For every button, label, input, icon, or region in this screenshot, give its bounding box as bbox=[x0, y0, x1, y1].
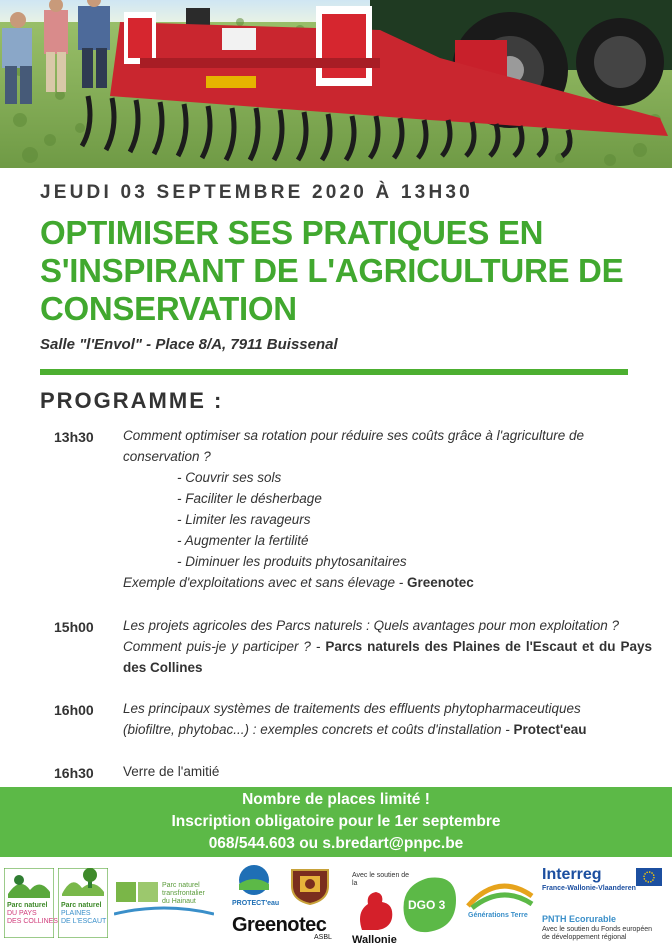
programme-heading: PROGRAMME : bbox=[40, 388, 224, 413]
slot-text: Comment puis-je y participer ? - bbox=[123, 639, 326, 654]
greenotec-logo bbox=[232, 914, 332, 941]
partner-logos bbox=[0, 860, 672, 950]
eu-flag-icon bbox=[636, 868, 662, 886]
pnpc-line: Parc naturel bbox=[7, 902, 48, 909]
slot-line: conservation ? bbox=[123, 449, 211, 464]
event-title-line: OPTIMISER SES PRATIQUES EN bbox=[40, 214, 544, 251]
ecorurable-label: PNTH Ecorurable bbox=[542, 914, 617, 924]
pnth-logo bbox=[114, 880, 214, 924]
pnth-line: transfrontalier bbox=[162, 890, 205, 897]
slot-line: Les principaux systèmes de traitements des effluents phytopharmaceutiques bbox=[123, 701, 581, 716]
slot-line bbox=[123, 572, 652, 593]
pnpe-line: DE L'ESCAUT bbox=[61, 918, 107, 925]
protecteau-logo bbox=[232, 864, 280, 907]
divider bbox=[40, 369, 628, 375]
banner-limited-places: Nombre de places limité ! bbox=[242, 791, 430, 808]
ecorurable-sub: de développement régional bbox=[542, 934, 627, 941]
slot-line bbox=[123, 636, 652, 678]
pnpc-line: DES COLLINES bbox=[7, 918, 58, 925]
dgo3-label: DGO 3 bbox=[408, 898, 446, 912]
slot-bullet: - Limiter les ravageurs bbox=[177, 512, 311, 527]
event-title-line: CONSERVATION bbox=[40, 290, 297, 327]
greenotec-sub: ASBL bbox=[314, 934, 332, 941]
hainaut-crest-logo bbox=[284, 866, 336, 906]
pnpc-logo bbox=[4, 868, 58, 938]
pnpe-line: PLAINES bbox=[61, 910, 91, 917]
generations-terre-label: Générations Terre bbox=[468, 912, 528, 919]
ecorurable-sub: Avec le soutien du Fonds européen bbox=[542, 926, 653, 933]
slot-bullet: - Diminuer les produits phytosanitaires bbox=[177, 554, 407, 569]
slot-line bbox=[123, 719, 652, 740]
header-photo bbox=[0, 0, 672, 168]
slot-time: 13h30 bbox=[54, 429, 94, 445]
banner-registration-deadline: Inscription obligatoire pour le 1er septembre bbox=[171, 813, 501, 830]
slot-speaker: Parcs naturels des Plaines de l'Escaut et du Pays des Collines bbox=[123, 639, 652, 675]
slot-example: Exemple d'exploitations avec et sans élevage - bbox=[123, 575, 407, 590]
interreg-label: Interreg bbox=[542, 866, 602, 883]
pnth-line: du Hainaut bbox=[162, 898, 196, 905]
interreg-sub: France-Wallonie-Vlaanderen bbox=[542, 885, 636, 892]
slot-description bbox=[123, 698, 652, 740]
slot-time: 16h00 bbox=[54, 702, 94, 718]
pnpc-line: DU PAYS bbox=[7, 910, 37, 917]
pnth-line: Parc naturel bbox=[162, 882, 200, 889]
pnpe-logo bbox=[58, 868, 108, 938]
slot-time: 15h00 bbox=[54, 619, 94, 635]
wallonie-support: la bbox=[352, 880, 358, 887]
slot-line: Comment optimiser sa rotation pour réduire ses coûts grâce à l'agriculture de bbox=[123, 428, 585, 443]
slot-text: (biofiltre, phytobac...) : exemples concrets et coûts d'installation - bbox=[123, 722, 514, 737]
pnpe-line: Parc naturel bbox=[61, 902, 102, 909]
greenotec-label: Greenotec bbox=[232, 914, 327, 936]
slot-description bbox=[123, 425, 652, 593]
event-date: JEUDI 03 SEPTEMBRE 2020 À 13H30 bbox=[40, 182, 473, 203]
slot-description bbox=[123, 615, 652, 678]
slot-description: Verre de l'amitié bbox=[123, 764, 220, 779]
banner-contact: 068/544.603 ou s.bredart@pnpc.be bbox=[208, 835, 464, 852]
wallonie-support: Avec le soutien de bbox=[352, 872, 410, 879]
slot-speaker: Greenotec bbox=[407, 575, 474, 590]
slot-time: 16h30 bbox=[54, 765, 94, 781]
registration-banner bbox=[0, 787, 672, 857]
generations-terre-logo bbox=[464, 876, 536, 919]
slot-bullet: - Augmenter la fertilité bbox=[177, 533, 309, 548]
interreg-logo bbox=[542, 866, 653, 941]
slot-bullet: - Couvrir ses sols bbox=[177, 470, 282, 485]
slot-line: Les projets agricoles des Parcs naturels : Quels avantages pour mon exploitation ? bbox=[123, 618, 620, 633]
protecteau-label: PROTECT'eau bbox=[232, 900, 280, 907]
wallonie-label: Wallonie bbox=[352, 934, 397, 946]
event-location: Salle "l'Envol" - Place 8/A, 7911 Buissenal bbox=[40, 336, 338, 353]
slot-bullet: - Faciliter le désherbage bbox=[177, 491, 322, 506]
dgo3-logo bbox=[398, 874, 458, 934]
event-title-line: S'INSPIRANT DE L'AGRICULTURE DE bbox=[40, 252, 624, 289]
event-title bbox=[40, 214, 660, 328]
slot-speaker: Protect'eau bbox=[513, 722, 587, 737]
